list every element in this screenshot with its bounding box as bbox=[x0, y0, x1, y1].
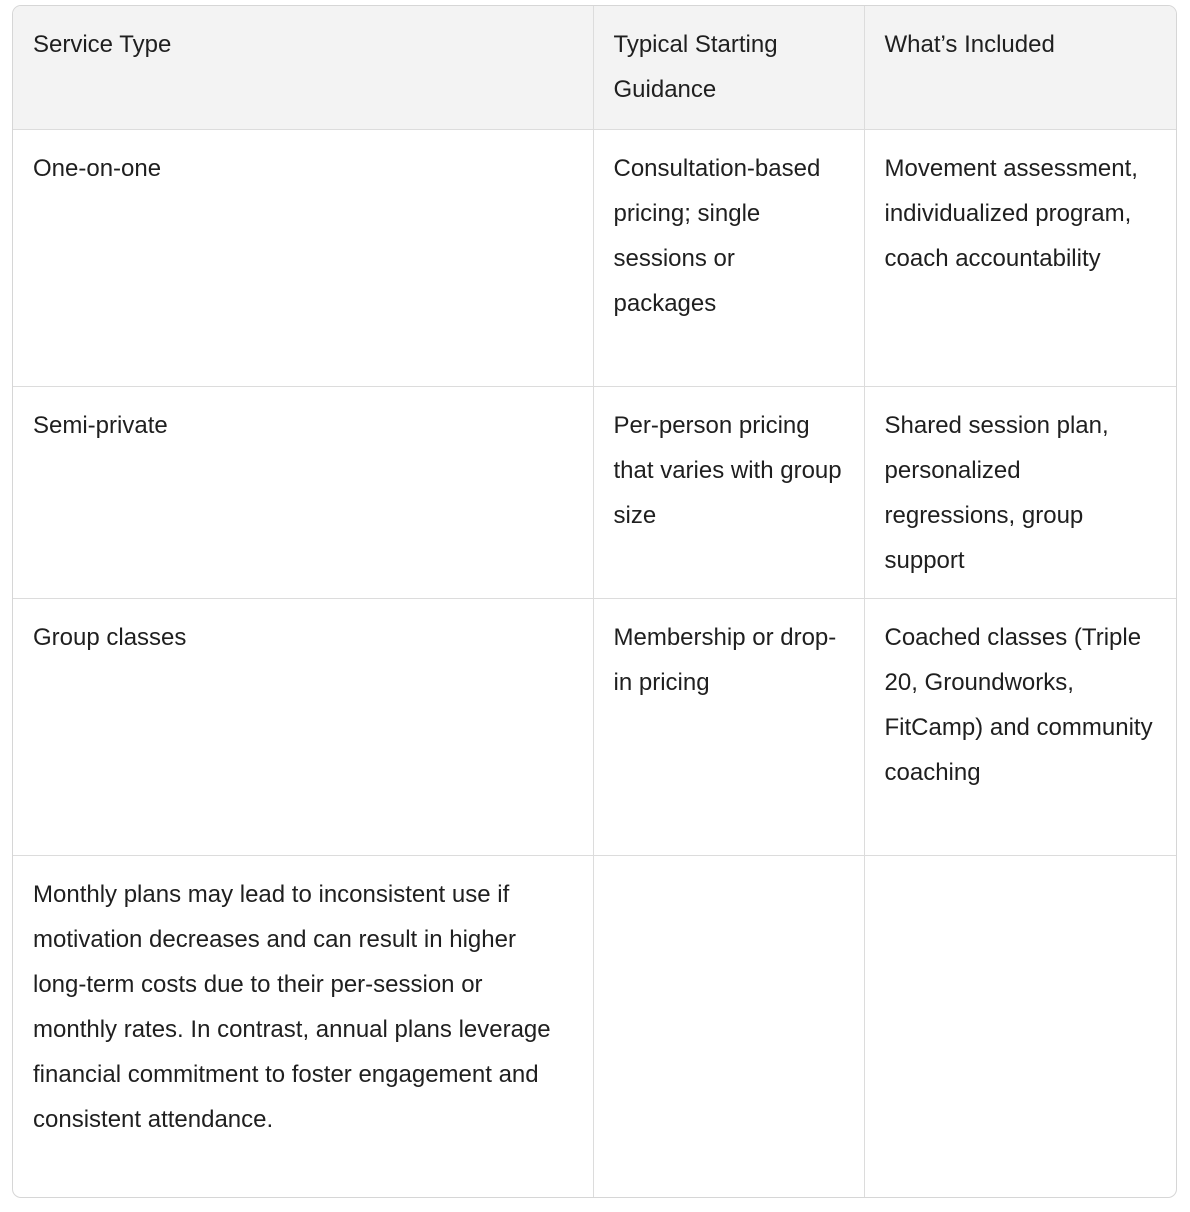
cell-included: Coached classes (Triple 20, Groundworks, FitCamp) and community coaching bbox=[864, 598, 1176, 855]
cell-guidance: Consultation-based pricing; single sessions or packages bbox=[593, 129, 864, 386]
cell-included: Shared session plan, personalized regressions, group support bbox=[864, 386, 1176, 598]
cell-empty bbox=[864, 855, 1176, 1197]
cell-guidance: Membership or drop-in pricing bbox=[593, 598, 864, 855]
table-row bbox=[13, 129, 1176, 386]
cell-service-type: Semi-private bbox=[13, 386, 593, 598]
table-header-row bbox=[13, 6, 1176, 129]
service-pricing-table-container bbox=[12, 5, 1177, 1198]
cell-note: Monthly plans may lead to inconsistent use if motivation decreases and can result in higher long-term costs due to their per-session or monthly rates. In contrast, annual plans leverage financial commitment to foster engagement and consistent attendance. bbox=[13, 855, 593, 1197]
cell-guidance: Per-person pricing that varies with group size bbox=[593, 386, 864, 598]
header-service-type: Service Type bbox=[13, 6, 593, 129]
header-whats-included: What’s Included bbox=[864, 6, 1176, 129]
cell-empty bbox=[593, 855, 864, 1197]
table-row bbox=[13, 598, 1176, 855]
header-typical-starting-guidance: Typical Starting Guidance bbox=[593, 6, 864, 129]
cell-service-type: One-on-one bbox=[13, 129, 593, 386]
cell-service-type: Group classes bbox=[13, 598, 593, 855]
table-row bbox=[13, 855, 1176, 1197]
table-row bbox=[13, 386, 1176, 598]
cell-included: Movement assessment, individualized program, coach accountability bbox=[864, 129, 1176, 386]
service-pricing-table bbox=[13, 6, 1176, 1197]
